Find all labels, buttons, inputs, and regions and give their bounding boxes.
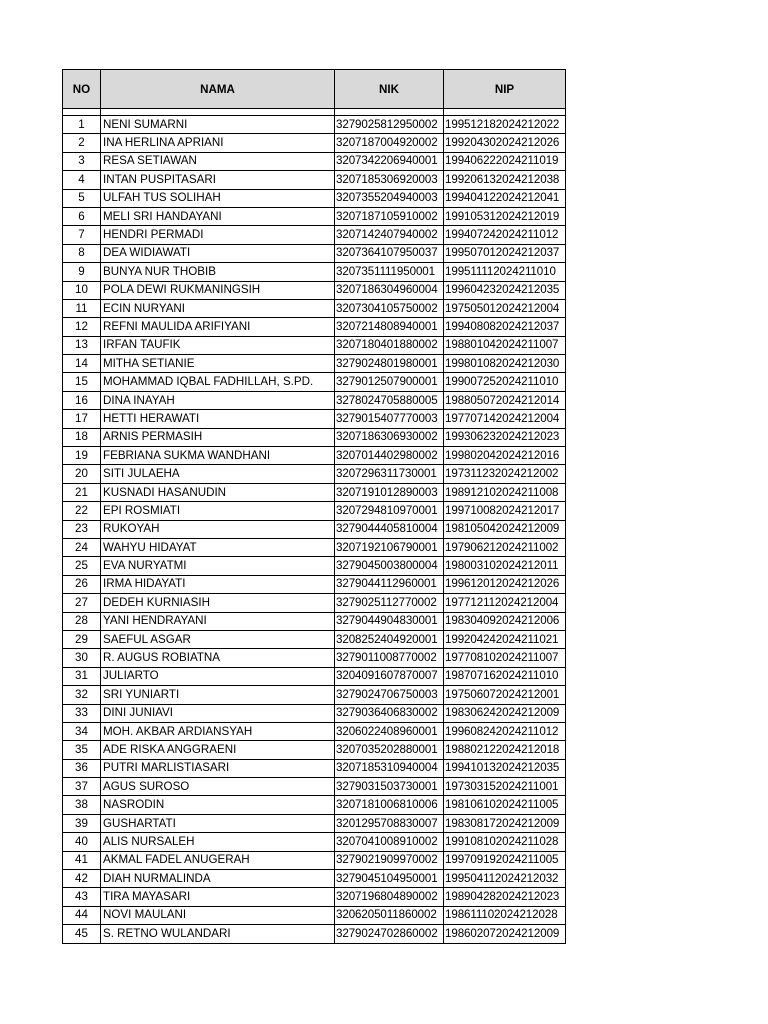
table-row (63, 171, 566, 189)
nik-cell: 3207187105910002 (335, 207, 444, 225)
employee-name: TIRA MAYASARI (101, 888, 335, 906)
row-number: 11 (63, 299, 101, 317)
table-row (63, 667, 566, 685)
employee-name: EPI ROSMIATI (101, 502, 335, 520)
nip-cell: 199612012024212026 (444, 575, 566, 593)
row-number: 24 (63, 538, 101, 556)
employee-name: MELI SRI HANDAYANI (101, 207, 335, 225)
employee-name: ALIS NURSALEH (101, 833, 335, 851)
employee-name: NOVI MAULANI (101, 906, 335, 924)
row-number: 20 (63, 465, 101, 483)
nip-cell: 199511112024211010 (444, 263, 566, 281)
row-number: 4 (63, 171, 101, 189)
row-number: 2 (63, 134, 101, 152)
table-row (63, 226, 566, 244)
nip-cell: 198802122024212018 (444, 741, 566, 759)
employee-name: SRI YUNIARTI (101, 686, 335, 704)
nip-cell: 198912102024211008 (444, 483, 566, 501)
nik-cell: 3279015407770003 (335, 410, 444, 428)
table-row (63, 870, 566, 888)
employee-name: MOHAMMAD IQBAL FADHILLAH, S.PD. (101, 373, 335, 391)
nip-cell: 199206132024212038 (444, 171, 566, 189)
employee-name: FEBRIANA SUKMA WANDHANI (101, 447, 335, 465)
row-number: 10 (63, 281, 101, 299)
nip-cell: 199407242024211012 (444, 226, 566, 244)
row-number: 21 (63, 483, 101, 501)
row-number: 29 (63, 630, 101, 648)
header-nama: NAMA (101, 70, 335, 109)
nip-cell: 199204302024212026 (444, 134, 566, 152)
row-number: 32 (63, 686, 101, 704)
nip-cell: 199512182024212022 (444, 116, 566, 134)
employee-name: RUKOYAH (101, 520, 335, 538)
row-number: 41 (63, 851, 101, 869)
nip-cell: 198003102024212011 (444, 557, 566, 575)
nip-cell: 199604232024212035 (444, 281, 566, 299)
table-row (63, 189, 566, 207)
employee-name: NASRODIN (101, 796, 335, 814)
employee-name: ARNIS PERMASIH (101, 428, 335, 446)
nip-cell: 198106102024211005 (444, 796, 566, 814)
table-row (63, 207, 566, 225)
table-body (63, 109, 566, 944)
table-header (63, 70, 566, 109)
table-row (63, 833, 566, 851)
employee-name: EVA NURYATMI (101, 557, 335, 575)
table-row (63, 281, 566, 299)
nip-cell: 199802042024212016 (444, 447, 566, 465)
nip-cell: 199007252024211010 (444, 373, 566, 391)
table-row (63, 925, 566, 943)
nip-cell: 198801042024211007 (444, 336, 566, 354)
row-number: 22 (63, 502, 101, 520)
nip-cell: 199108102024211028 (444, 833, 566, 851)
table-row (63, 704, 566, 722)
nik-cell: 3279024801980001 (335, 355, 444, 373)
nip-cell: 197303152024211001 (444, 778, 566, 796)
table-row (63, 759, 566, 777)
employee-name: ULFAH TUS SOLIHAH (101, 189, 335, 207)
header-nik: NIK (335, 70, 444, 109)
employee-name: INTAN PUSPITASARI (101, 171, 335, 189)
table-row (63, 649, 566, 667)
nik-cell: 3279011008770002 (335, 649, 444, 667)
table-row (63, 299, 566, 317)
nip-cell: 197311232024212002 (444, 465, 566, 483)
nik-cell: 3207214808940001 (335, 318, 444, 336)
table-row (63, 741, 566, 759)
nip-cell: 199608242024211012 (444, 722, 566, 740)
table-row (63, 906, 566, 924)
nip-cell: 198805072024212014 (444, 391, 566, 409)
table-row (63, 612, 566, 630)
employee-name: PUTRI MARLISTIASARI (101, 759, 335, 777)
row-number: 38 (63, 796, 101, 814)
row-number: 28 (63, 612, 101, 630)
nik-cell: 3207355204940003 (335, 189, 444, 207)
employee-name: NENI SUMARNI (101, 116, 335, 134)
nik-cell: 3279044112960001 (335, 575, 444, 593)
nik-cell: 3207351111950001 (335, 263, 444, 281)
table-row (63, 851, 566, 869)
employee-name: IRMA HIDAYATI (101, 575, 335, 593)
nik-cell: 3207185310940004 (335, 759, 444, 777)
nik-cell: 3279044405810004 (335, 520, 444, 538)
row-number: 31 (63, 667, 101, 685)
nik-cell: 3279036406830002 (335, 704, 444, 722)
nip-cell: 197708102024211007 (444, 649, 566, 667)
nip-cell: 197712112024212004 (444, 594, 566, 612)
nik-cell: 3204091607870007 (335, 667, 444, 685)
nik-cell: 3207142407940002 (335, 226, 444, 244)
employee-name: ADE RISKA ANGGRAENI (101, 741, 335, 759)
nip-cell: 199404122024212041 (444, 189, 566, 207)
nik-cell: 3201295708830007 (335, 814, 444, 832)
nik-cell: 3279024706750003 (335, 686, 444, 704)
nip-cell: 198602072024212009 (444, 925, 566, 943)
table-row (63, 538, 566, 556)
nip-cell: 199504112024212032 (444, 870, 566, 888)
employee-name: R. AUGUS ROBIATNA (101, 649, 335, 667)
nip-cell: 198707162024211010 (444, 667, 566, 685)
employee-name: DEA WIDIAWATI (101, 244, 335, 262)
row-number: 17 (63, 410, 101, 428)
nik-cell: 3207186304960004 (335, 281, 444, 299)
row-number: 34 (63, 722, 101, 740)
table-row (63, 594, 566, 612)
table-row (63, 465, 566, 483)
table-row (63, 888, 566, 906)
table-row (63, 391, 566, 409)
employee-name: AKMAL FADEL ANUGERAH (101, 851, 335, 869)
employee-name: SAEFUL ASGAR (101, 630, 335, 648)
row-number: 13 (63, 336, 101, 354)
table-row (63, 796, 566, 814)
employee-name: BUNYA NUR THOBIB (101, 263, 335, 281)
nip-cell: 198611102024212028 (444, 906, 566, 924)
table-row (63, 373, 566, 391)
row-number: 3 (63, 152, 101, 170)
employee-name: DINA INAYAH (101, 391, 335, 409)
row-number: 30 (63, 649, 101, 667)
employee-name: WAHYU HIDAYAT (101, 538, 335, 556)
nip-cell: 199306232024212023 (444, 428, 566, 446)
nip-cell: 197505012024212004 (444, 299, 566, 317)
table-row (63, 355, 566, 373)
nik-cell: 3207181006810006 (335, 796, 444, 814)
nip-cell: 198304092024212006 (444, 612, 566, 630)
row-number: 15 (63, 373, 101, 391)
table-row (63, 116, 566, 134)
nik-cell: 3207342206940001 (335, 152, 444, 170)
table-row (63, 502, 566, 520)
row-number: 44 (63, 906, 101, 924)
employee-name: DEDEH KURNIASIH (101, 594, 335, 612)
employee-name: MITHA SETIANIE (101, 355, 335, 373)
row-number: 33 (63, 704, 101, 722)
nip-cell: 197506072024212001 (444, 686, 566, 704)
nik-cell: 3279031503730001 (335, 778, 444, 796)
employee-name: JULIARTO (101, 667, 335, 685)
table-row (63, 520, 566, 538)
row-number: 42 (63, 870, 101, 888)
table-row (63, 814, 566, 832)
nip-cell: 199801082024212030 (444, 355, 566, 373)
nik-cell: 3207014402980002 (335, 447, 444, 465)
row-number: 35 (63, 741, 101, 759)
table-row (63, 686, 566, 704)
nik-cell: 3279045104950001 (335, 870, 444, 888)
row-number: 9 (63, 263, 101, 281)
table-row (63, 428, 566, 446)
table-row (63, 410, 566, 428)
row-number: 16 (63, 391, 101, 409)
nip-cell: 199710082024212017 (444, 502, 566, 520)
nik-cell: 3207304105750002 (335, 299, 444, 317)
table-row (63, 630, 566, 648)
row-number: 5 (63, 189, 101, 207)
employee-name: KUSNADI HASANUDIN (101, 483, 335, 501)
nip-cell: 199204242024211021 (444, 630, 566, 648)
header-row (63, 70, 566, 109)
nik-cell: 3279012507900001 (335, 373, 444, 391)
nik-cell: 3279021909970002 (335, 851, 444, 869)
employee-name: MOH. AKBAR ARDIANSYAH (101, 722, 335, 740)
nik-cell: 3279024702860002 (335, 925, 444, 943)
row-number: 25 (63, 557, 101, 575)
row-number: 23 (63, 520, 101, 538)
header-nip: NIP (444, 70, 566, 109)
row-number: 6 (63, 207, 101, 225)
employee-name: HETTI HERAWATI (101, 410, 335, 428)
nip-cell: 198904282024212023 (444, 888, 566, 906)
row-number: 7 (63, 226, 101, 244)
nip-cell: 199406222024211019 (444, 152, 566, 170)
nik-cell: 3207296311730001 (335, 465, 444, 483)
row-number: 40 (63, 833, 101, 851)
employee-name: ECIN NURYANI (101, 299, 335, 317)
row-number: 19 (63, 447, 101, 465)
row-number: 43 (63, 888, 101, 906)
nip-cell: 199408082024212037 (444, 318, 566, 336)
nik-cell: 3207035202880001 (335, 741, 444, 759)
employee-name: S. RETNO WULANDARI (101, 925, 335, 943)
nik-cell: 3207180401880002 (335, 336, 444, 354)
nik-cell: 3207186306930002 (335, 428, 444, 446)
nip-cell: 199105312024212019 (444, 207, 566, 225)
nik-cell: 3207294810970001 (335, 502, 444, 520)
table-row (63, 447, 566, 465)
nik-cell: 3279044904830001 (335, 612, 444, 630)
employee-name: AGUS SUROSO (101, 778, 335, 796)
nik-cell: 3279045003800004 (335, 557, 444, 575)
employee-table (62, 69, 566, 944)
row-number: 27 (63, 594, 101, 612)
table-row (63, 134, 566, 152)
nik-cell: 3207192106790001 (335, 538, 444, 556)
nik-cell: 3206022408960001 (335, 722, 444, 740)
nik-cell: 3279025112770002 (335, 594, 444, 612)
employee-name: REFNI MAULIDA ARIFIYANI (101, 318, 335, 336)
row-number: 12 (63, 318, 101, 336)
nip-cell: 199507012024212037 (444, 244, 566, 262)
nik-cell: 3207187004920002 (335, 134, 444, 152)
nik-cell: 3207196804890002 (335, 888, 444, 906)
employee-name: RESA SETIAWAN (101, 152, 335, 170)
table-row (63, 557, 566, 575)
table-row (63, 575, 566, 593)
header-spacer-row (63, 109, 566, 116)
nip-cell: 198306242024212009 (444, 704, 566, 722)
nip-cell: 199410132024212035 (444, 759, 566, 777)
nik-cell: 3207041008910002 (335, 833, 444, 851)
nik-cell: 3207185306920003 (335, 171, 444, 189)
table-row (63, 244, 566, 262)
employee-name: GUSHARTATI (101, 814, 335, 832)
nik-cell: 3207191012890003 (335, 483, 444, 501)
employee-name: YANI HENDRAYANI (101, 612, 335, 630)
table-row (63, 778, 566, 796)
table-row (63, 336, 566, 354)
nik-cell: 3278024705880005 (335, 391, 444, 409)
nip-cell: 199709192024211005 (444, 851, 566, 869)
table-row (63, 318, 566, 336)
row-number: 26 (63, 575, 101, 593)
table-row (63, 722, 566, 740)
nip-cell: 197906212024211002 (444, 538, 566, 556)
row-number: 14 (63, 355, 101, 373)
nik-cell: 3279025812950002 (335, 116, 444, 134)
employee-name: DIAH NURMALINDA (101, 870, 335, 888)
row-number: 8 (63, 244, 101, 262)
table-row (63, 152, 566, 170)
employee-name: POLA DEWI RUKMANINGSIH (101, 281, 335, 299)
header-no: NO (63, 70, 101, 109)
row-number: 18 (63, 428, 101, 446)
row-number: 37 (63, 778, 101, 796)
row-number: 39 (63, 814, 101, 832)
row-number: 45 (63, 925, 101, 943)
table-row (63, 263, 566, 281)
nip-cell: 198105042024212009 (444, 520, 566, 538)
employee-name: HENDRI PERMADI (101, 226, 335, 244)
employee-name: SITI JULAEHA (101, 465, 335, 483)
nik-cell: 3208252404920001 (335, 630, 444, 648)
row-number: 1 (63, 116, 101, 134)
employee-name: IRFAN TAUFIK (101, 336, 335, 354)
employee-name: INA HERLINA APRIANI (101, 134, 335, 152)
row-number: 36 (63, 759, 101, 777)
nik-cell: 3206205011860002 (335, 906, 444, 924)
nip-cell: 197707142024212004 (444, 410, 566, 428)
table-row (63, 483, 566, 501)
employee-name: DINI JUNIAVI (101, 704, 335, 722)
nik-cell: 3207364107950037 (335, 244, 444, 262)
nip-cell: 198308172024212009 (444, 814, 566, 832)
